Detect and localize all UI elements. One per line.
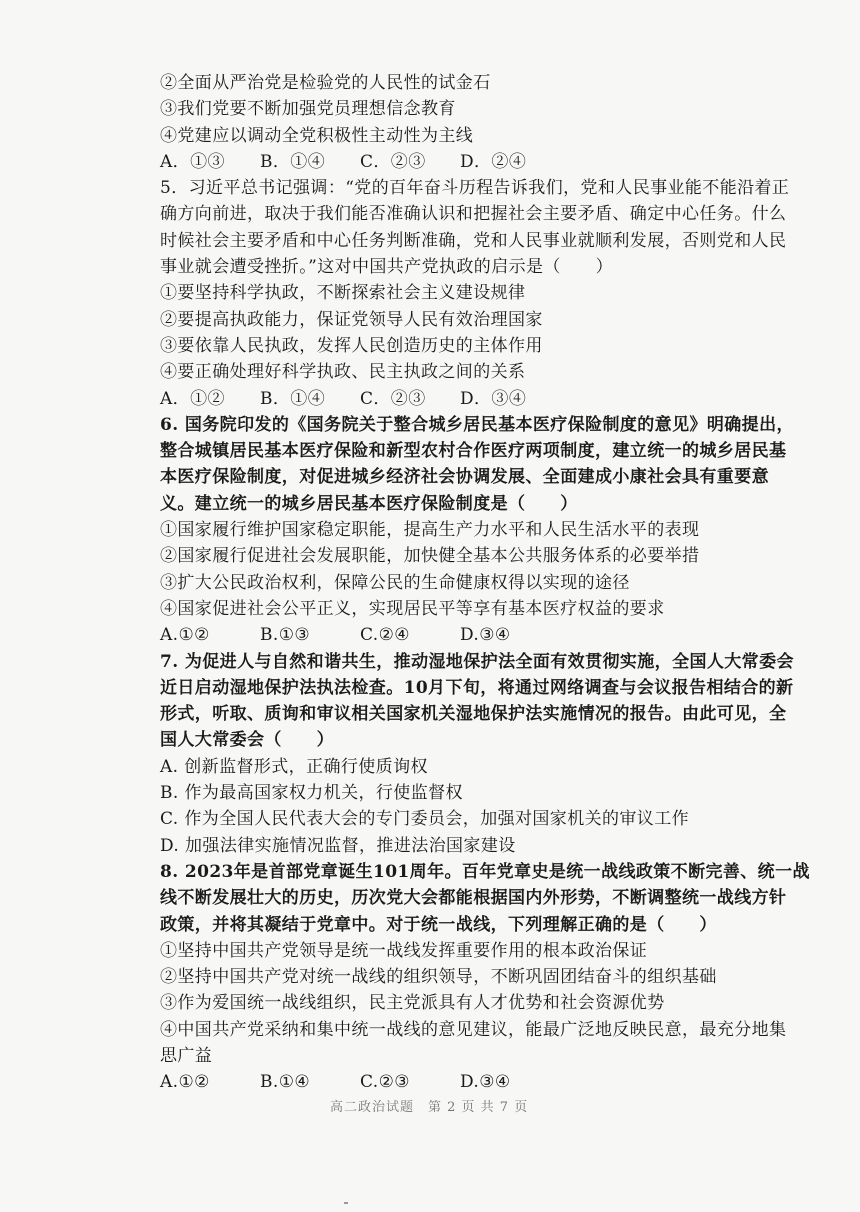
q6-option-a: A.①② (160, 625, 210, 646)
page-footer: 高二政治试题 第 2 页 共 7 页 (330, 1100, 529, 1115)
q5-item-3: ③要依靠人民执政，发挥人民创造历史的主体作用 (160, 335, 543, 356)
q5-item-2: ②要提高执政能力，保证党领导人民有效治理国家 (160, 309, 543, 330)
q6-item-1: ①国家履行维护国家稳定职能，提高生产力水平和人民生活水平的表现 (160, 520, 700, 541)
q4-option-d: D．②④ (460, 151, 527, 172)
scan-speck (344, 1202, 348, 1204)
q5-stem-line: 时候社会主要矛盾和中心任务判断准确，党和人民事业就顺利发展，否则党和人民 (160, 230, 787, 251)
q5-item-4: ④要正确处理好科学执政、民主执政之间的关系 (160, 362, 526, 383)
q4-options (160, 149, 800, 175)
q8-option-d: D.③④ (460, 1072, 511, 1093)
q7-stem-line: 国人大常委会（ ） (160, 730, 334, 751)
q6-option-c: C.②④ (360, 625, 410, 646)
q8-item-3: ③作为爱国统一战线组织，民主党派具有人才优势和社会资源优势 (160, 993, 665, 1014)
q5-option-d: D．③④ (460, 388, 527, 409)
q8-item-2: ②坚持中国共产党对统一战线的组织领导，不断巩固团结奋斗的组织基础 (160, 967, 717, 988)
q6-stem-line: 义。建立统一的城乡居民基本医疗保险制度是（ ） (160, 493, 578, 514)
q6-item-2: ②国家履行促进社会发展职能，加快健全基本公共服务体系的必要举措 (160, 546, 700, 567)
q6-option-b: B.①③ (260, 625, 310, 646)
q4-item-4: ④党建应以调动全党积极性主动性为主线 (160, 125, 474, 146)
q7-stem-line: 形式，听取、质询和审议相关国家机关湿地保护法实施情况的报告。由此可见，全 (160, 704, 787, 725)
question-6 (160, 412, 800, 649)
q8-item-1: ①坚持中国共产党领导是统一战线发挥重要作用的根本政治保证 (160, 940, 648, 961)
q7-choice-c: C. 作为全国人民代表大会的专门委员会，加强对国家机关的审议工作 (160, 809, 690, 830)
q4-option-b: B．①④ (260, 151, 326, 172)
question-4-tail (160, 70, 800, 175)
q8-stem-line: 8. 2023年是首部党章诞生101周年。百年党章史是统一战线政策不断完善、统一战 (160, 861, 810, 882)
q7-choice-a: A. 创新监督形式，正确行使质询权 (160, 756, 428, 777)
q8-item-4: ④中国共产党采纳和集中统一战线的意见建议，能最广泛地反映民意，最充分地集 (160, 1019, 787, 1040)
q7-stem-line: 近日启动湿地保护法执法检查。10月下旬，将通过网络调查与会议报告相结合的新 (160, 677, 794, 698)
q5-option-c: C．②③ (360, 388, 426, 409)
q8-option-c: C.②③ (360, 1072, 410, 1093)
q4-option-c: C．②③ (360, 151, 426, 172)
q6-stem-line: 本医疗保险制度，对促进城乡经济社会协调发展、全面建成小康社会具有重要意 (160, 467, 769, 488)
q8-option-a: A.①② (160, 1072, 210, 1093)
q8-item-4-cont: 思广益 (160, 1045, 213, 1066)
q4-option-a: A．①③ (160, 151, 225, 172)
exam-page (160, 70, 810, 1096)
q5-stem-line: 5．习近平总书记强调：“党的百年奋斗历程告诉我们，党和人民事业能不能沿着正 (160, 178, 790, 199)
q7-stem-line: 7. 为促进人与自然和谐共生，推动湿地保护法全面有效贯彻实施，全国人大常委会 (160, 651, 794, 672)
question-7 (160, 649, 800, 859)
q8-stem-line: 线不断发展壮大的历史，历次党大会都能根据国内外形势，不断调整统一战线方针 (160, 888, 787, 909)
q6-stem-line: 整合城镇居民基本医疗保险和新型农村合作医疗两项制度，建立统一的城乡居民基 (160, 441, 787, 462)
q5-stem-line: 事业就会遭受挫折。”这对中国共产党执政的启示是（ ） (160, 257, 613, 278)
q4-item-2: ②全面从严治党是检验党的人民性的试金石 (160, 73, 491, 93)
q6-option-d: D.③④ (460, 625, 511, 646)
q5-option-a: A．①② (160, 388, 225, 409)
q4-item-3: ③我们党要不断加强党员理想信念教育 (160, 99, 456, 120)
q6-item-4: ④国家促进社会公平正义，实现居民平等享有基本医疗权益的要求 (160, 598, 665, 619)
q8-stem-line: 政策，并将其凝结于党章中。对于统一战线，下列理解正确的是（ ） (160, 914, 717, 935)
question-5 (160, 175, 800, 412)
q6-item-3: ③扩大公民政治权利，保障公民的生命健康权得以实现的途径 (160, 572, 630, 593)
q5-stem-line: 确方向前进，取决于我们能否准确认识和把握社会主要矛盾、确定中心任务。什么 (160, 204, 787, 225)
q5-options (160, 386, 800, 412)
q6-options (160, 622, 800, 648)
q8-options (160, 1069, 800, 1095)
q6-stem-line: 6. 国务院印发的《国务院关于整合城乡居民基本医疗保险制度的意见》明确提出， (160, 414, 794, 435)
q7-choice-d: D. 加强法律实施情况监督，推进法治国家建设 (160, 835, 516, 856)
q8-option-b: B.①④ (260, 1072, 310, 1093)
q5-item-1: ①要坚持科学执政，不断探索社会主义建设规律 (160, 283, 526, 304)
question-8 (160, 859, 810, 1096)
q5-option-b: B．①④ (260, 388, 326, 409)
q7-choice-b: B. 作为最高国家权力机关，行使监督权 (160, 783, 463, 804)
